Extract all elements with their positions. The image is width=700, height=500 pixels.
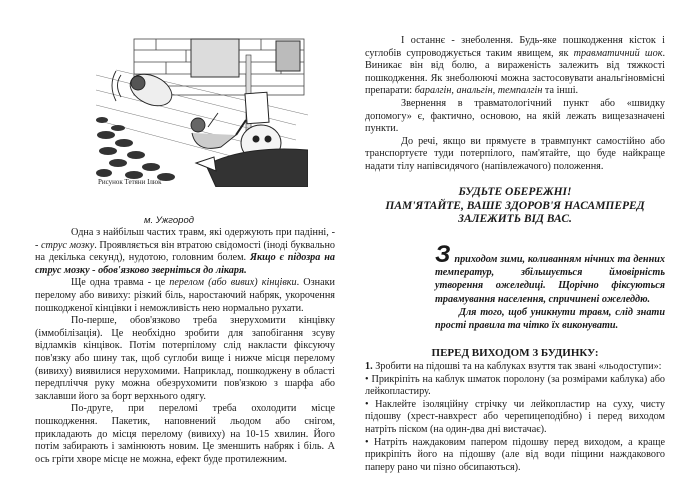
- winter-intro: [435, 241, 665, 332]
- numbered-item-1: [365, 361, 665, 374]
- warning-line-1: БУДЬТЕ ОБЕРЕЖНІ!: [458, 186, 572, 198]
- right-paragraph-1: І останнє - знеболення. Будь-яке пошкодження кісток і суглобів супроводжується таким явищем, як травматичний шок. Виникає він від болю, а вираженість залежить від тяжкості пошкодження. Як знеболюючі можна застосовувати анальгіновмісні препарати: баралгін, анальгін, темпалгін та інші.: [365, 35, 666, 97]
- bullet-item-1: • Прикріпіть на каблук шматок поролону (за розмірами каблука) або лейкопластиру.: [365, 373, 665, 398]
- cartoon-illustration: [96, 35, 308, 187]
- winter-paragraph-2: Для того, щоб уникнути травм, слід знати прості правила та чітко їх виконувати.: [435, 306, 665, 332]
- winter-text-1: приходом зими, коливанням нічних та денних температур, збільшується ймовірність утворення ожеледиці. Щорічно фіксуються травмування населення, спричинені ожеледдю.: [435, 254, 665, 305]
- section-title-before-leaving: ПЕРЕД ВИХОДОМ З БУДИНКУ:: [431, 347, 599, 359]
- photo-caption: м. Ужгород: [144, 215, 194, 226]
- bullet-item-3: • Натріть наждаковим папером підошву перед виходом, а краще прикріпіть його на підошву (але від води піщини наждакового паперу рано чи пізно обсипаються).: [365, 436, 665, 473]
- bullet-list: [365, 374, 665, 475]
- illustration-signature: Рисунок Тетяни Ілюк: [98, 178, 162, 186]
- left-column-text: [35, 227, 335, 466]
- winter-paragraph-1: [435, 241, 665, 306]
- bullet-item-2: • Наклейте ізоляційну стрічку чи лейкопластир на суху, чисту підошву (хрест-навхрест або черепицеподібно) і перед виходом натріть піском (на один-два дні вистачає).: [365, 398, 665, 435]
- right-paragraph-2: Звернення в травматологічний пункт або «швидку допомогу» є, фактично, основою, на якій лежать вищезазначені пункти.: [365, 97, 665, 135]
- left-paragraph-1: Одна з найбільш частих травм, які одержують при падінні, -- струс мозку. Проявляється він втратою свідомості (іноді буквально на декілька секунд), нудотою, головним болем. Якщо є підозра на струс мозку - обов'язково зверніться до лікаря.: [35, 227, 335, 276]
- item-text: Зробити на підошві та на каблуках взуття так звані «льодоступи»:: [375, 361, 662, 372]
- warning-heading: [365, 186, 665, 227]
- warning-line-2: ПАМ'ЯТАЙТЕ, ВАШЕ ЗДОРОВ'Я НАСАМПЕРЕД: [385, 199, 645, 212]
- item-number: 1.: [365, 361, 373, 372]
- before-leaving-list: [365, 361, 665, 474]
- left-paragraph-3: По-перше, обов'язково треба знерухомити кінцівку (іммобілізація). Це необхідно зробити для запобігання зсуву відламків кінцівок. Потім потерпілому слід накласти фіксуючу пов'язку або шину так, щоб суглоби вище і нижче місця перелому (вивиху) виявилися нерухомими. Наприклад, пошкоджену в області передпліччя руку можна обезрухомити пов'язкою з шарфа або заклавши його за борт верхнього одягу.: [35, 315, 335, 402]
- left-paragraph-2: Ще одна травма - це перелом (або вивих) кінцівки. Ознаки перелому або вивиху: різкий біль, наростаючий набряк, укорочення пошкодженої кінцівки і неможливість нею нормально рухати.: [35, 277, 335, 314]
- icy-street-cartoon-image: [96, 35, 308, 187]
- right-column-text: [365, 35, 665, 174]
- drop-cap: З: [435, 241, 451, 268]
- right-paragraph-3: До речі, якщо ви прямуєте в травмпункт самостійно або транспортуєте туди потерпілого, пам'ятайте, що буде найкраще надати тілу напівсидячого (напівлежачого) положення.: [365, 135, 665, 172]
- left-paragraph-4: По-друге, при переломі треба охолодити місце пошкодження. Пакетик, наповнений льодом або снігом, прикладають до місця перелому (вивиху) на 10-15 хвилин. Його потім забирають і замінюють новим. Це зменшить набряк і біль. А ось гріти хворе місце не можна, ефект буде протилежним.: [35, 403, 335, 465]
- warning-line-3: ЗАЛЕЖИТЬ ВІД ВАС.: [458, 213, 572, 225]
